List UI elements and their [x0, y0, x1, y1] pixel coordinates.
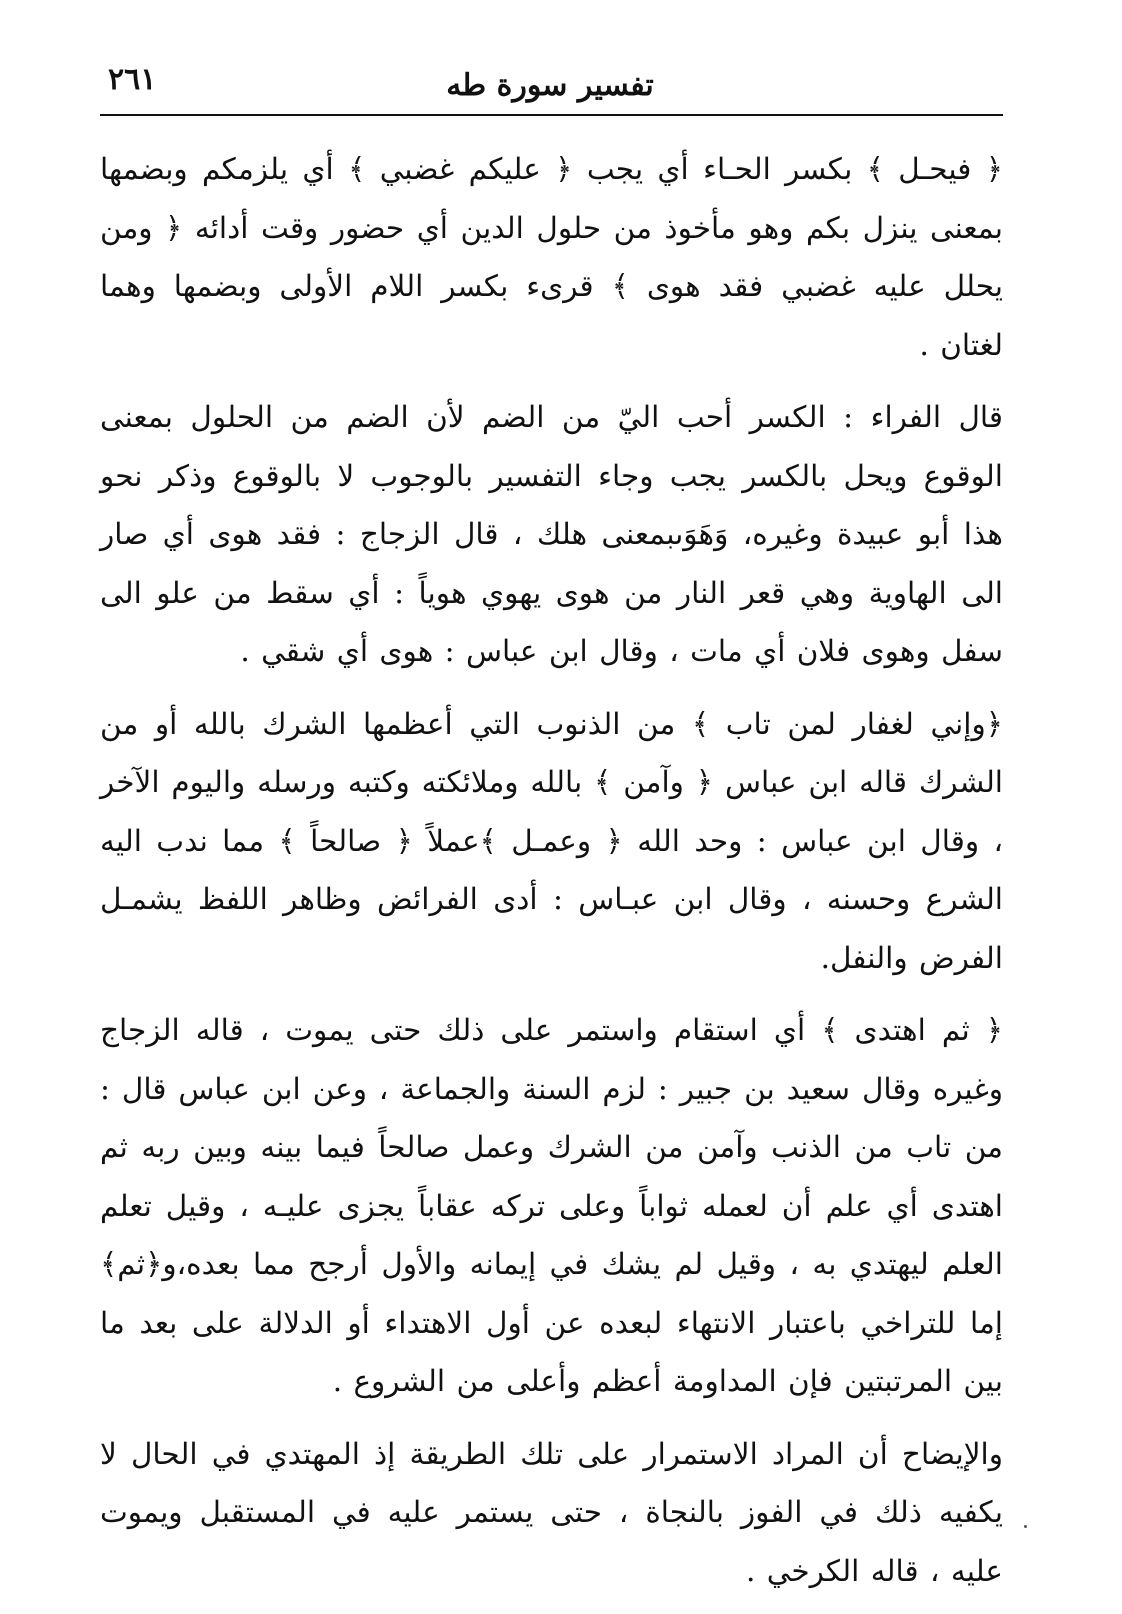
page-number: ٢٦١ — [108, 62, 157, 97]
paragraph-text: ﴿ ثم اهتدى ﴾ أي استقام واستمر على ذلك حتى يموت ، قاله الزجاج وغيره وقال سعيد بن جبير : لزم السنة والجماعة ، وعن ابن عباس قال : من تاب من الذنب وآمن من الشرك وعمل صالحاً فيما بينه وبين ربه ثم اهتدى أي علم أن لعمله ثواباً وعلى تركه عقاباً يجزى عليـه ، وقيل تعلم العلم ليهتدي به ، وقيل لم يشك في إيمانه والأول أرجح مما بعده،و﴿ثم﴾إما للتراخي باعتبار الانتهاء لبعده عن أول الاهتداء أو الدلالة على بعد ما بين المرتبتين فإن المداومة أعظم وأعلى من الشروع . — [100, 1013, 1003, 1398]
paragraph-text: ﴿ فيحـل ﴾ بكسر الحـاء أي يجب ﴿ عليكم غضبي ﴾ أي يلزمكم وبضمها بمعنى ينزل بكم وهو مأخوذ من حلول الدين أي حضور وقت أدائه ﴿ ومن يحلل عليه غضبي فقد هوى ﴾ قرىء بكسر اللام الأولى وبضمها وهما لغتان . — [100, 152, 1003, 362]
scan-speck — [1024, 1525, 1027, 1528]
paragraph-text: قال الفراء : الكسر أحب اليّ من الضم لأن الضم من الحلول بمعنى الوقوع ويحل بالكسر يجب وجاء التفسير بالوجوب لا بالوقوع وذكر نحو هذا أبو عبيدة وغيره، وَهَوَىبمعنى هلك ، قال الزجاج : فقد هوى أي صار الى الهاوية وهي قعر النار من هوى يهوي هوياً : أي سقط من علو الى سفل وهوى فلان أي مات ، وقال ابن عباس : هوى أي شقي . — [100, 400, 1003, 668]
paragraph-3 — [100, 695, 1003, 988]
paragraph-1 — [100, 140, 1003, 374]
running-title: تفسير سورة طه — [446, 68, 654, 103]
paragraph-4 — [100, 1001, 1003, 1411]
page-body — [100, 140, 1003, 1614]
paragraph-text: والإيضاح أن المراد الاستمرار على تلك الطريقة إذ المهتدي في الحال لا يكفيه ذلك في الفوز بالنجاة ، حتى يستمر عليه في المستقبل ويموت عليه ، قاله الكرخي . — [100, 1436, 1003, 1588]
paragraph-2 — [100, 388, 1003, 681]
page-header — [100, 58, 1000, 110]
header-rule — [100, 114, 1003, 116]
paragraph-text: ﴿وإني لغفار لمن تاب ﴾ من الذنوب التي أعظمها الشرك بالله أو من الشرك قاله ابن عباس ﴿ وآمن ﴾ بالله وملائكته وكتبه ورسله واليوم الآخر ، وقال ابن عباس : وحد الله ﴿ وعمـل ﴾عملاً ﴿ صالحاً ﴾ مما ندب اليه الشرع وحسنه ، وقال ابن عبـاس : أدى الفرائض وظاهر اللفظ يشمـل الفرض والنفل. — [100, 706, 1003, 975]
paragraph-5 — [100, 1425, 1003, 1601]
